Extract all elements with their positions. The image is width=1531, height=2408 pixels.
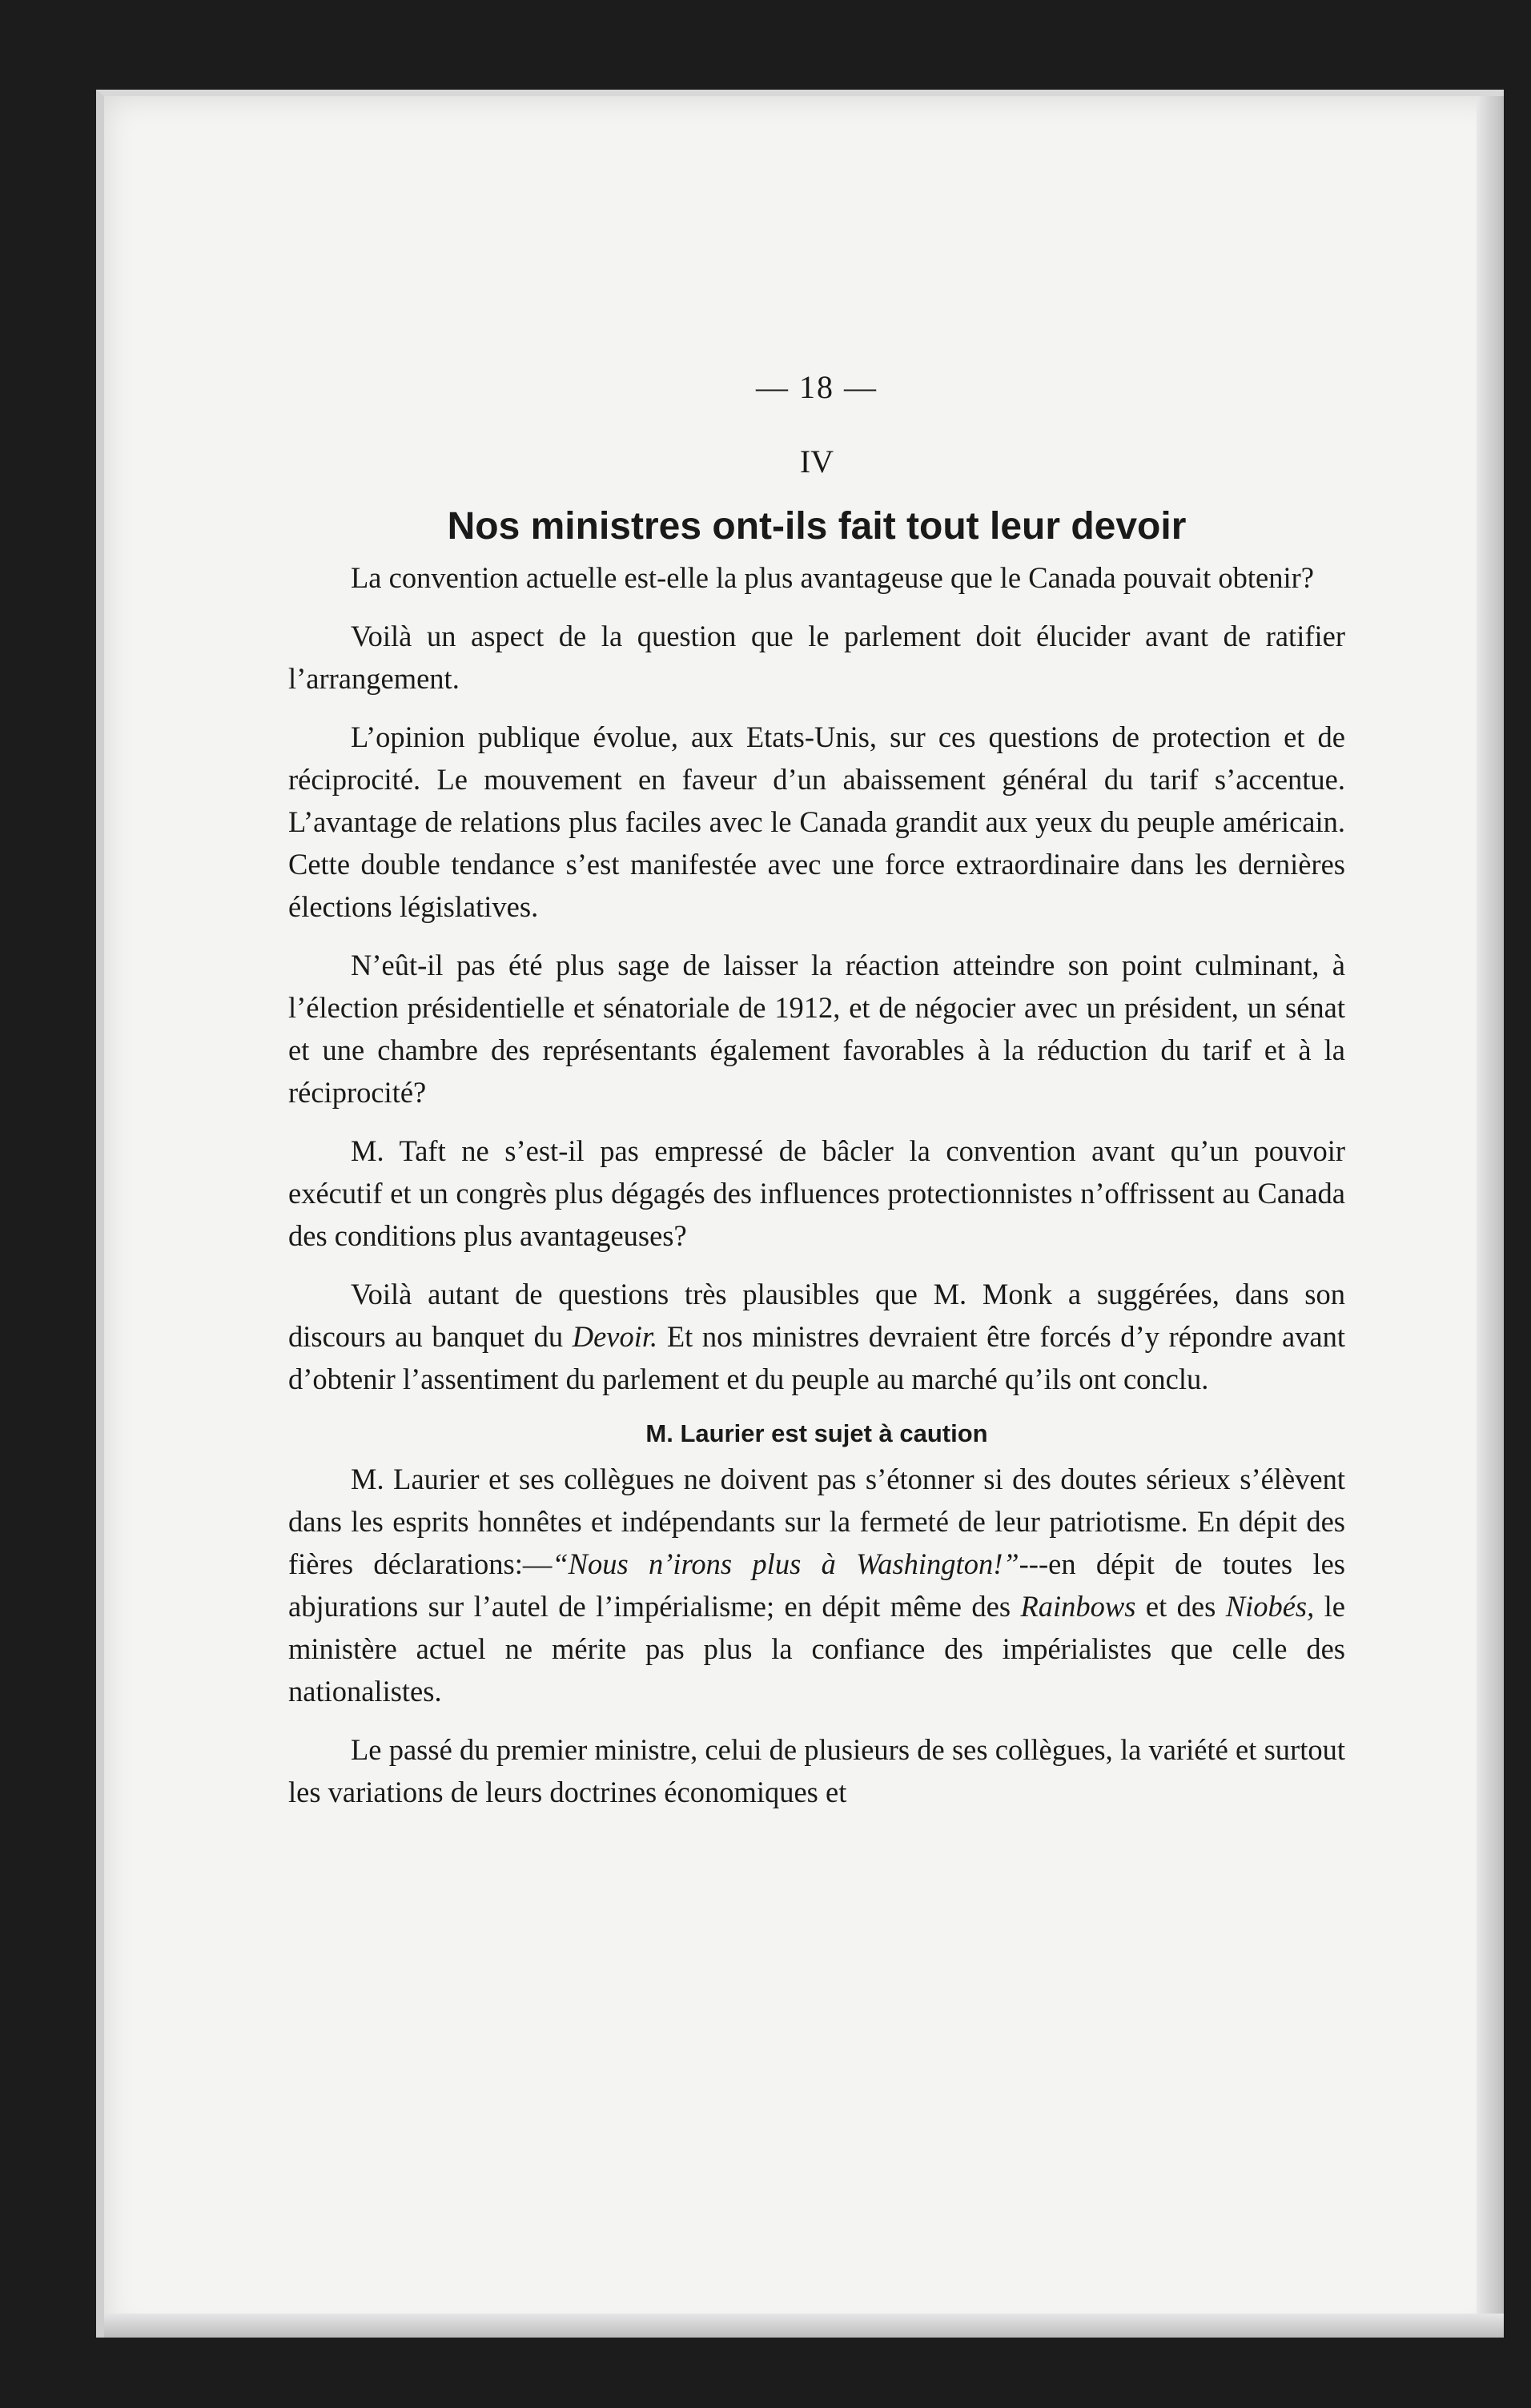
chapter-numeral: IV — [799, 443, 834, 480]
paragraph-4: N’eût-il pas été plus sage de laisser la réaction atteindre son point culminant, à l’élection présidentielle et sénatoriale de 1912, et de négocier avec un président, un sénat et une chambre des représentants également favorables à la réduction du tarif et à la réciprocité? — [288, 949, 1345, 1109]
paragraph-6-text-b: Et nos ministres devraient être forcés d’y répondre avant d’obtenir l’assentiment du parlement et du peuple au marché qu’ils ont conclu. — [288, 1320, 1345, 1395]
paragraph-3: L’opinion publique évolue, aux Etats-Unis, sur ces questions de protection et de réciprocité. Le mouvement en faveur d’un abaissement général du tarif s’accentue. L’avantage de relations plus faciles avec le Canada grandit aux yeux du peuple américain. Cette double tendance s’est manifestée avec une force extraordinaire dans les dernières élections législatives. — [288, 720, 1345, 923]
paragraph-7-text-b: ---en dépit de toutes les abjurations sur l’autel de l’impérialisme; en dépit même des — [288, 1547, 1345, 1623]
paragraph-7-text-d: le ministère actuel ne mérite pas plus la confiance des impérialistes que celle des nationalistes. — [288, 1590, 1346, 1708]
paragraph-5: M. Taft ne s’est-il pas empressé de bâcler la convention avant qu’un pouvoir exécutif et un congrès plus dégagés des influences protectionnistes n’offrissent au Canada des conditions plus avantageuses? — [288, 1134, 1345, 1252]
subheading: M. Laurier est sujet à caution — [645, 1419, 988, 1447]
document-page — [96, 90, 1504, 2338]
washington-quote: “Nous n’irons plus à Washington!” — [552, 1547, 1019, 1580]
paragraph-1: La convention actuelle est-elle la plus avantageuse que le Canada pouvait obtenir? — [351, 561, 1315, 594]
page-content — [288, 368, 1345, 1829]
paragraph-8: Le passé du premier ministre, celui de plusieurs de ses collègues, la variété et surtout les variations de leurs doctrines économiques et — [288, 1733, 1345, 1808]
paragraph-2: Voilà un aspect de la question que le parlement doit élucider avant de ratifier l’arrangement. — [288, 620, 1345, 695]
rainbows-italic: Rainbows — [1020, 1590, 1136, 1623]
section-title: Nos ministres ont-ils fait tout leur devoir — [447, 505, 1187, 548]
page-right-edge — [1477, 96, 1504, 2338]
niobes-italic: Niobés, — [1225, 1590, 1315, 1623]
page-number: — 18 — — [756, 369, 878, 405]
paragraph-7 — [288, 1458, 1345, 1712]
paragraph-7-text-a: M. Laurier et ses collègues ne doivent pas s’étonner si des doutes sérieux s’élèvent dans les esprits honnêtes et indépendants sur la fermeté de leur patriotisme. En dépit des fières déclarations:— — [288, 1463, 1345, 1580]
paragraph-6-text-a: Voilà autant de questions très plausibles que M. Monk a suggérées, dans son discours au banquet du — [288, 1278, 1345, 1353]
page-bottom-edge — [104, 2314, 1504, 2338]
devoir-italic: Devoir. — [572, 1320, 658, 1353]
paragraph-6 — [288, 1273, 1345, 1400]
paragraph-7-text-c: et des — [1135, 1590, 1226, 1623]
